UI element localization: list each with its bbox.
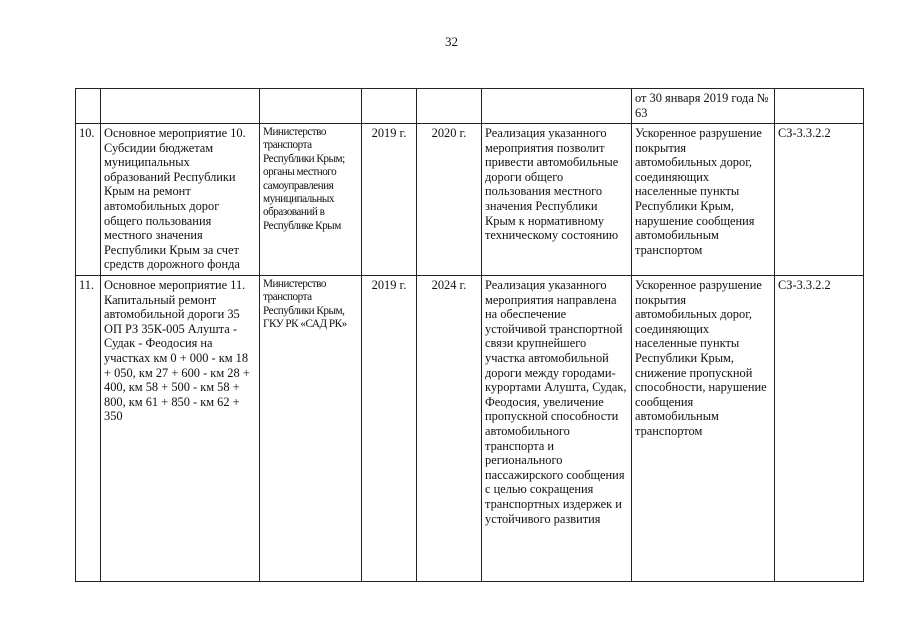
table-cell	[417, 89, 482, 124]
measure-name: Основное мероприятие 10. Субсидии бюджетам муниципальных образований Республики Крым на ремонт автомобильных дорог общего пользования местного значения Республики Крым за счет средств дорожного фонда	[104, 126, 246, 272]
start-year-cell	[362, 124, 417, 276]
end-year: 2020 г.	[431, 126, 467, 140]
table-cell	[482, 89, 632, 124]
consequence-text: от 30 января 2019 года № 63	[635, 91, 769, 120]
row-number: 11.	[79, 278, 95, 292]
measure-name: Основное мероприятие 11. Капитальный ремонт автомобильной дороги 35 ОП РЗ 35К-005 Алушта - Судак - Феодосия на участках км 0 + 000 - км 18 + 050, км 27 + 600 - км 28 + 400, км 58 + 500 - км 58 + 800, км 61 + 850 - км 62 + 350	[104, 278, 250, 424]
consequence-cell	[632, 276, 775, 582]
measure-name-cell	[101, 276, 260, 582]
end-year-cell	[417, 124, 482, 276]
table-cell	[775, 89, 864, 124]
page-number: 32	[445, 34, 458, 49]
result-cell	[482, 276, 632, 582]
consequence: Ускоренное разрушение покрытия автомобильных дорог, соединяющих населенные пункты Республики Крым, снижение пропускной способности, нарушение сообщения автомобильным транспортом	[635, 278, 767, 438]
table-row	[76, 124, 864, 276]
executor: Министерство транспорта Республики Крым; органы местного самоуправления муниципальных образований в Республике Крым	[263, 126, 345, 232]
expected-result: Реализация указанного мероприятия позволит привести автомобильные дороги общего пользования местного значения Республики Крым к нормативному техническому состоянию	[485, 126, 619, 243]
consequence: Ускоренное разрушение покрытия автомобильных дорог, соединяющих населенные пункты Республики Крым, нарушение сообщения автомобильным транспортом	[635, 126, 762, 257]
table-row	[76, 276, 864, 582]
table-cell-consequence	[632, 89, 775, 124]
executor-cell	[260, 124, 362, 276]
end-year-cell	[417, 276, 482, 582]
measure-name-cell	[101, 124, 260, 276]
start-year: 2019 г.	[371, 278, 407, 292]
row-number-cell	[76, 276, 101, 582]
executor-cell	[260, 276, 362, 582]
table-row-continuation	[76, 89, 864, 124]
table-cell	[260, 89, 362, 124]
indicator-link: СЗ-3.3.2.2	[778, 126, 831, 140]
table-cell	[101, 89, 260, 124]
table-cell	[76, 89, 101, 124]
end-year: 2024 г.	[431, 278, 467, 292]
expected-result: Реализация указанного мероприятия направлена на обеспечение устойчивой транспортной связи крупнейшего участка автомобильной дороги между городами-курортами Алушта, Судак, Феодосия, увеличение пропускной способности автомобильного транспорта и регионального пассажирского сообщения с целью сокращения транспортных издержек и устойчивого развития	[485, 278, 627, 526]
measures-table	[75, 88, 864, 582]
indicator-link: СЗ-3.3.2.2	[778, 278, 831, 292]
row-number-cell	[76, 124, 101, 276]
start-year-cell	[362, 276, 417, 582]
link-cell	[775, 124, 864, 276]
start-year: 2019 г.	[371, 126, 407, 140]
link-cell	[775, 276, 864, 582]
executor: Министерство транспорта Республики Крым, ГКУ РК «САД РК»	[263, 278, 347, 331]
row-number: 10.	[79, 126, 95, 140]
consequence-cell	[632, 124, 775, 276]
result-cell	[482, 124, 632, 276]
table-cell	[362, 89, 417, 124]
